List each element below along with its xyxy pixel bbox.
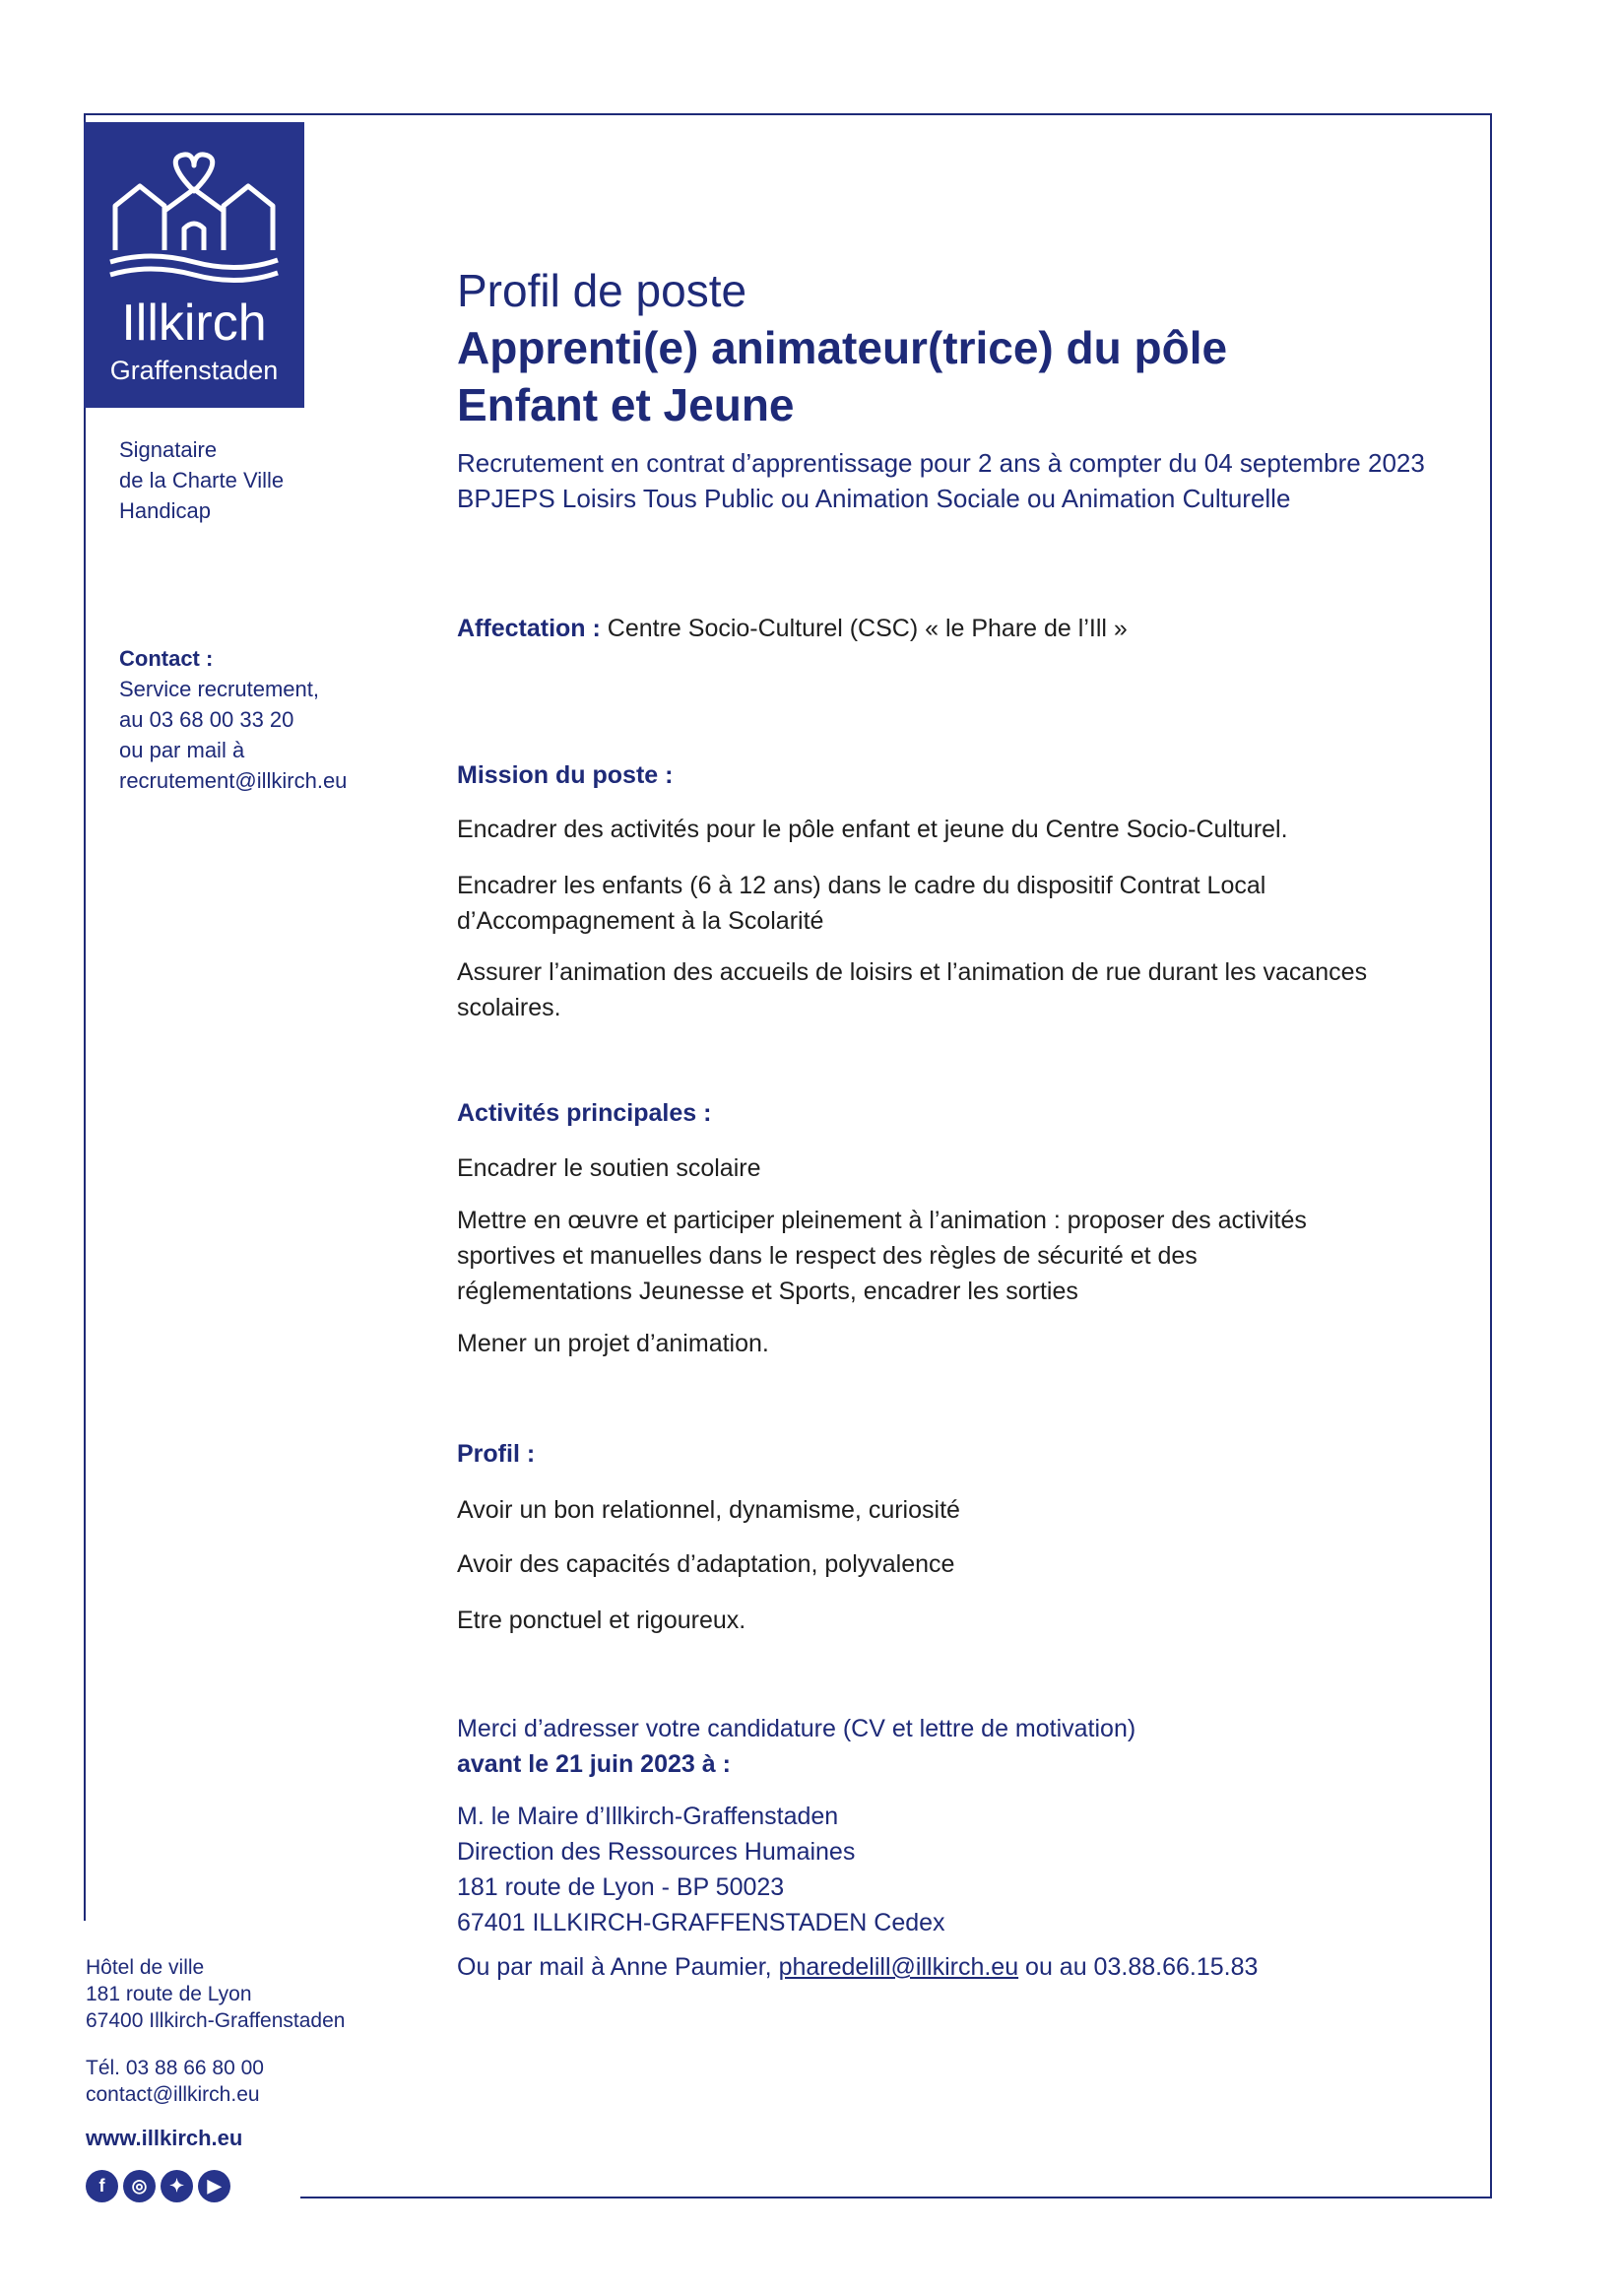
logo-subtitle: Graffenstaden — [109, 356, 279, 385]
youtube-icon[interactable]: ▶ — [198, 2170, 230, 2202]
title-job-cont: Enfant et Jeune — [457, 379, 795, 430]
mail-prefix: Ou par mail à Anne Paumier, — [457, 1953, 779, 1981]
application-instructions — [457, 1711, 1135, 1782]
activity-item-line: sportives et manuelles dans le respect des règles de sécurité et des — [457, 1242, 1198, 1270]
mail-suffix: ou au 03.88.66.15.83 — [1018, 1953, 1259, 1981]
title-job: Apprenti(e) animateur(trice) du pôle — [457, 322, 1228, 373]
contact-line: Service recrutement, — [119, 677, 319, 701]
page-subtitle — [457, 445, 1425, 516]
mail-link[interactable]: pharedelill@illkirch.eu — [778, 1953, 1019, 1981]
activity-item-line: réglementations Jeunesse et Sports, encadrer les sorties — [457, 1278, 1078, 1305]
charter-line: de la Charte Ville — [119, 468, 285, 492]
activity-item: Encadrer le soutien scolaire — [457, 1154, 761, 1182]
mission-item-line: Assurer l’animation des accueils de loisirs et l’animation de rue durant les vacances — [457, 958, 1368, 986]
application-address-line: M. le Maire d’Illkirch-Graffenstaden — [457, 1803, 839, 1830]
phone-number: Tél. 03 88 66 80 00 — [86, 2057, 264, 2079]
application-mail — [457, 1949, 1258, 1985]
activity-item: Mener un projet d’animation. — [457, 1330, 769, 1357]
application-address-line: 181 route de Lyon - BP 50023 — [457, 1873, 785, 1901]
title-profile: Profil de poste — [457, 265, 747, 316]
profile-item: Avoir un bon relationnel, dynamisme, curiosité — [457, 1496, 960, 1524]
application-address — [457, 1799, 945, 1940]
frame-right-border — [1490, 113, 1492, 2198]
application-address-line: Direction des Ressources Humaines — [457, 1838, 856, 1866]
affectation-value: Centre Socio-Culturel (CSC) « le Phare de l’Ill » — [607, 615, 1128, 642]
town-hall-contact — [86, 2055, 264, 2108]
houses-heart-icon — [105, 152, 283, 295]
mission-item — [457, 868, 1265, 939]
charter-line: Handicap — [119, 498, 211, 523]
mission-item-line: d’Accompagnement à la Scolarité — [457, 907, 824, 935]
website-link[interactable]: www.illkirch.eu — [86, 2126, 243, 2150]
application-address-line: 67401 ILLKIRCH-GRAFFENSTADEN Cedex — [457, 1909, 945, 1936]
contact-line: au 03 68 00 33 20 — [119, 707, 294, 732]
address-line: 181 route de Lyon — [86, 1983, 252, 2005]
application-deadline: avant le 21 juin 2023 à : — [457, 1750, 731, 1778]
city-logo — [84, 122, 304, 408]
contact-email[interactable]: contact@illkirch.eu — [86, 2083, 260, 2106]
subtitle-contract: Recrutement en contrat d’apprentissage pour 2 ans à compter du 04 septembre 2023 — [457, 448, 1425, 478]
profile-item: Avoir des capacités d’adaptation, polyvalence — [457, 1550, 955, 1578]
charter-note — [119, 434, 284, 526]
address-line: 67400 Illkirch-Graffenstaden — [86, 2009, 346, 2032]
mission-item — [457, 954, 1367, 1025]
mission-item-line: Encadrer les enfants (6 à 12 ans) dans le cadre du dispositif Contrat Local — [457, 872, 1266, 899]
twitter-icon[interactable]: ✦ — [161, 2170, 193, 2202]
town-hall-address — [86, 1954, 345, 2034]
contact-line: ou par mail à — [119, 738, 245, 762]
application-line: Merci d’adresser votre candidature (CV et lettre de motivation) — [457, 1715, 1136, 1742]
logo-name: Illkirch — [121, 295, 267, 352]
profile-item: Etre ponctuel et rigoureux. — [457, 1607, 746, 1634]
contact-email[interactable]: recrutement@illkirch.eu — [119, 768, 348, 793]
activity-item — [457, 1203, 1307, 1309]
activity-item-line: Mettre en œuvre et participer pleinement à l’animation : proposer des activités — [457, 1207, 1307, 1234]
frame-bottom-border — [300, 2197, 1492, 2198]
affectation — [457, 611, 1128, 646]
contact-block — [119, 643, 347, 796]
affectation-label: Affectation : — [457, 615, 601, 642]
instagram-icon[interactable]: ◎ — [123, 2170, 156, 2202]
social-links — [86, 2170, 230, 2202]
contact-label: Contact : — [119, 646, 214, 671]
charter-line: Signataire — [119, 437, 218, 462]
page-title — [457, 262, 1227, 433]
mission-heading: Mission du poste : — [457, 761, 674, 789]
profile-heading: Profil : — [457, 1440, 536, 1468]
address-line: Hôtel de ville — [86, 1956, 205, 1979]
facebook-icon[interactable]: f — [86, 2170, 118, 2202]
mission-item: Encadrer des activités pour le pôle enfant et jeune du Centre Socio-Culturel. — [457, 816, 1288, 843]
mission-item-line: scolaires. — [457, 994, 561, 1021]
activities-heading: Activités principales : — [457, 1099, 712, 1127]
frame-top-border — [84, 113, 1492, 115]
subtitle-diploma: BPJEPS Loisirs Tous Public ou Animation Sociale ou Animation Culturelle — [457, 484, 1291, 513]
